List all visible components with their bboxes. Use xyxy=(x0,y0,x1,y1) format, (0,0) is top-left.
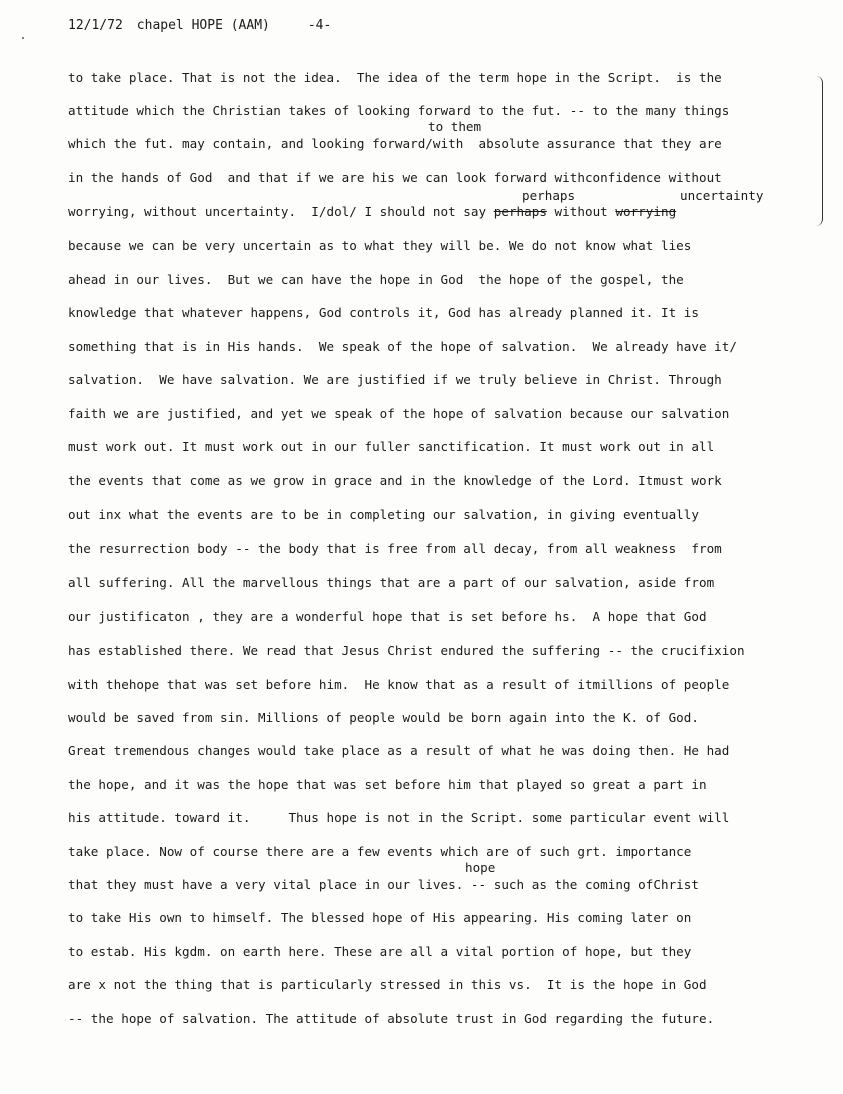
text-line: something that is in His hands. We speak of the hope of salvation. We already have it/ xyxy=(68,339,737,354)
text-line: the hope, and it was the hope that was set before him that played so great a part in xyxy=(68,777,707,792)
text-line: to take place. That is not the idea. The idea of the term hope in the Script. is the xyxy=(68,70,722,85)
text-line: ahead in our lives. But we can have the hope in God the hope of the gospel, the xyxy=(68,272,684,287)
page-header xyxy=(68,18,345,33)
struck-word: perhaps xyxy=(493,204,547,219)
insertion-uncertainty: uncertainty xyxy=(680,188,764,203)
text-line: are x not the thing that is particularly stressed in this vs. It is the hope in God xyxy=(68,977,707,992)
text-line: must work out. It must work out in our fuller sanctification. It must work out in all xyxy=(68,439,715,454)
insertion-to-them: to them xyxy=(428,119,482,134)
text-line: with thehope that was set before him. He know that as a result of itmillions of people xyxy=(68,677,730,692)
text-line: attitude which the Christian takes of looking forward to the fut. -- to the many things xyxy=(68,103,730,118)
text-line: that they must have a very vital place in our lives. -- such as the coming ofChrist xyxy=(68,877,699,892)
text-line: would be saved from sin. Millions of people would be born again into the K. of God. xyxy=(68,710,699,725)
paper-speck xyxy=(22,37,24,39)
text-line: because we can be very uncertain as to what they will be. We do not know what lies xyxy=(68,238,692,253)
text-line: out inx what the events are to be in completing our salvation, in giving eventually xyxy=(68,507,699,522)
line-segment: worrying, without uncertainty. I/dol/ I should not say xyxy=(68,204,487,219)
text-line: to estab. His kgdm. on earth here. These are all a vital portion of hope, but they xyxy=(68,944,692,959)
header-page-number: -4- xyxy=(307,18,332,33)
text-line: faith we are justified, and yet we speak of the hope of salvation because our salvation xyxy=(68,406,730,421)
text-line: in the hands of God and that if we are his we can look forward withconfidence without xyxy=(68,170,722,185)
text-line: to take His own to himself. The blessed hope of His appearing. His coming later on xyxy=(68,910,692,925)
text-line: salvation. We have salvation. We are justified if we truly believe in Christ. Through xyxy=(68,372,722,387)
text-line: all suffering. All the marvellous things that are a part of our salvation, aside from xyxy=(68,575,715,590)
line-segment: without xyxy=(546,204,616,219)
insertion-perhaps: perhaps xyxy=(522,188,576,203)
text-line: take place. Now of course there are a few events which are of such grt. importance xyxy=(68,844,692,859)
text-line: the events that come as we grow in grace and in the knowledge of the Lord. Itmust work xyxy=(68,473,722,488)
insertion-hope: hope xyxy=(465,860,496,875)
text-line: the resurrection body -- the body that is free from all decay, from all weakness from xyxy=(68,541,722,556)
header-date: 12/1/72 xyxy=(68,18,123,33)
text-line: our justificaton , they are a wonderful hope that is set before hs. A hope that God xyxy=(68,609,707,624)
margin-bracket-mark xyxy=(816,76,823,226)
text-line: his attitude. toward it. Thus hope is not in the Script. some particular event will xyxy=(68,810,730,825)
text-line: knowledge that whatever happens, God controls it, God has already planned it. It is xyxy=(68,305,699,320)
text-line: which the fut. may contain, and looking forward/with absolute assurance that they are xyxy=(68,136,722,151)
text-line-with-strikeouts xyxy=(68,206,676,219)
struck-word: worrying xyxy=(615,204,677,219)
text-line: Great tremendous changes would take place as a result of what he was doing then. He had xyxy=(68,743,730,758)
header-title: chapel HOPE (AAM) xyxy=(136,18,270,33)
text-line: has established there. We read that Jesus Christ endured the suffering -- the crucifixion xyxy=(68,643,745,658)
text-line: -- the hope of salvation. The attitude of absolute trust in God regarding the future. xyxy=(68,1011,715,1026)
